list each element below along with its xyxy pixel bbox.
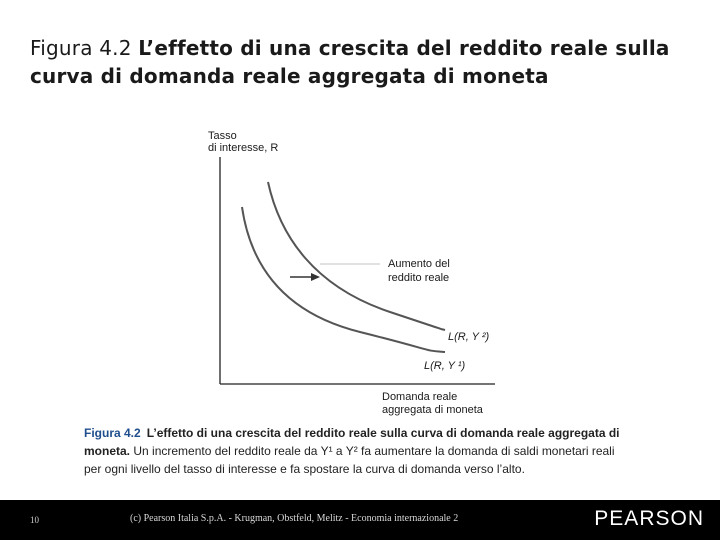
curve-high-income bbox=[268, 182, 445, 330]
slide-title-bold: L’effetto di una crescita del reddito reale sulla curva di domanda reale aggregata di moneta bbox=[30, 36, 670, 88]
y-axis-label-line2: di interesse, R bbox=[208, 142, 279, 154]
caption-number: Figura 4.2 bbox=[84, 426, 141, 440]
curve-high-label: L(R, Y ²) bbox=[448, 331, 490, 343]
figure-caption bbox=[84, 424, 624, 478]
arrow-label-line2: reddito reale bbox=[388, 272, 450, 284]
page-number: 10 bbox=[30, 515, 39, 525]
caption-body-text: Un incremento del reddito reale da Y¹ a Y² fa aumentare la domanda di saldi monetari reali per ogni livello del tasso di interesse e fa spostare la curva di domanda verso l’alto. bbox=[84, 444, 615, 476]
x-axis-label-line2: aggregata di moneta bbox=[382, 404, 483, 416]
money-demand-diagram bbox=[190, 122, 530, 422]
arrow-label-line1: Aumento del bbox=[388, 258, 450, 270]
curve-low-label: L(R, Y ¹) bbox=[424, 360, 466, 372]
slide-title bbox=[30, 34, 700, 90]
x-axis-label-line1: Domanda reale bbox=[382, 391, 458, 403]
footer-copyright: (c) Pearson Italia S.p.A. - Krugman, Obstfeld, Melitz - Economia internazionale 2 bbox=[130, 513, 459, 524]
pearson-logo: PEARSON bbox=[594, 507, 704, 530]
slide-title-lead: Figura 4.2 bbox=[30, 36, 139, 60]
shift-arrow-head bbox=[311, 273, 320, 281]
y-axis-label-line1: Tasso bbox=[208, 130, 237, 142]
caption-bold-text: L’effetto di una crescita del reddito reale sulla curva di domanda reale aggregata di moneta. bbox=[84, 426, 620, 458]
